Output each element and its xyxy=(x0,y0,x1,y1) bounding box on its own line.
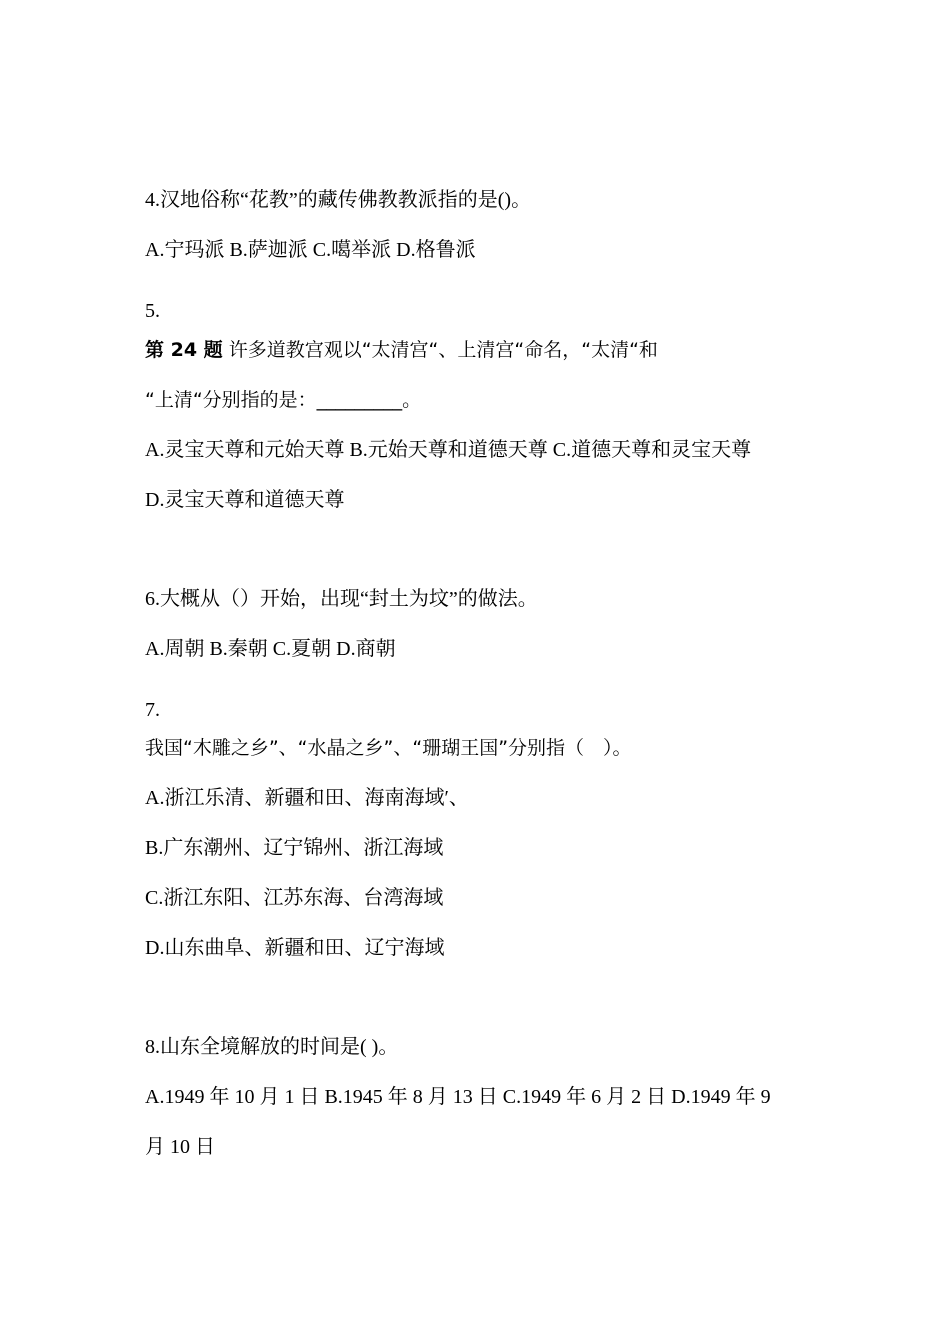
question-4-options: A.宁玛派 B.萨迦派 C.噶举派 D.格鲁派 xyxy=(145,239,476,261)
question-7-stem: 我国“木雕之乡”、“水晶之乡”、“珊瑚王国”分别指（ ）。 xyxy=(145,737,632,759)
question-5-label: 第 24 题 xyxy=(145,339,223,361)
question-5-options-line-1: A.灵宝天尊和元始天尊 B.元始天尊和道德天尊 C.道德天尊和灵宝天尊 xyxy=(145,439,752,461)
question-5-number: 5. xyxy=(145,300,160,322)
question-7-option-c: C.浙江东阳、江苏东海、台湾海域 xyxy=(145,887,444,909)
question-7-option-d: D.山东曲阜、新疆和田、辽宁海域 xyxy=(145,937,445,959)
question-6-options: A.周朝 B.秦朝 C.夏朝 D.商朝 xyxy=(145,638,396,660)
question-4-stem: 4.汉地俗称“花教”的藏传佛教教派指的是()。 xyxy=(145,189,532,211)
question-5-stem-line-1 xyxy=(145,337,658,363)
question-8-stem: 8.山东全境解放的时间是( )。 xyxy=(145,1036,399,1058)
question-7-number: 7. xyxy=(145,699,160,721)
question-8-options-line-2: 月 10 日 xyxy=(145,1136,215,1158)
question-8-options-line-1: A.1949 年 10 月 1 日 B.1945 年 8 月 13 日 C.1949 年 6 月 2 日 D.1949 年 9 xyxy=(145,1086,771,1108)
question-5-options-line-2: D.灵宝天尊和道德天尊 xyxy=(145,489,345,511)
question-6-stem: 6.大概从（）开始，出现“封土为坟”的做法。 xyxy=(145,588,538,610)
question-5-stem-line-2: “上清“分别指的是：_________。 xyxy=(145,389,422,411)
question-5-stem-text: 许多道教宫观以“太清宫“、上清宫“命名，“太清“和 xyxy=(222,339,658,361)
question-7-option-a: A.浙江乐清、新疆和田、海南海域′、 xyxy=(145,787,469,809)
question-7-option-b: B.广东潮州、辽宁锦州、浙江海域 xyxy=(145,837,444,859)
